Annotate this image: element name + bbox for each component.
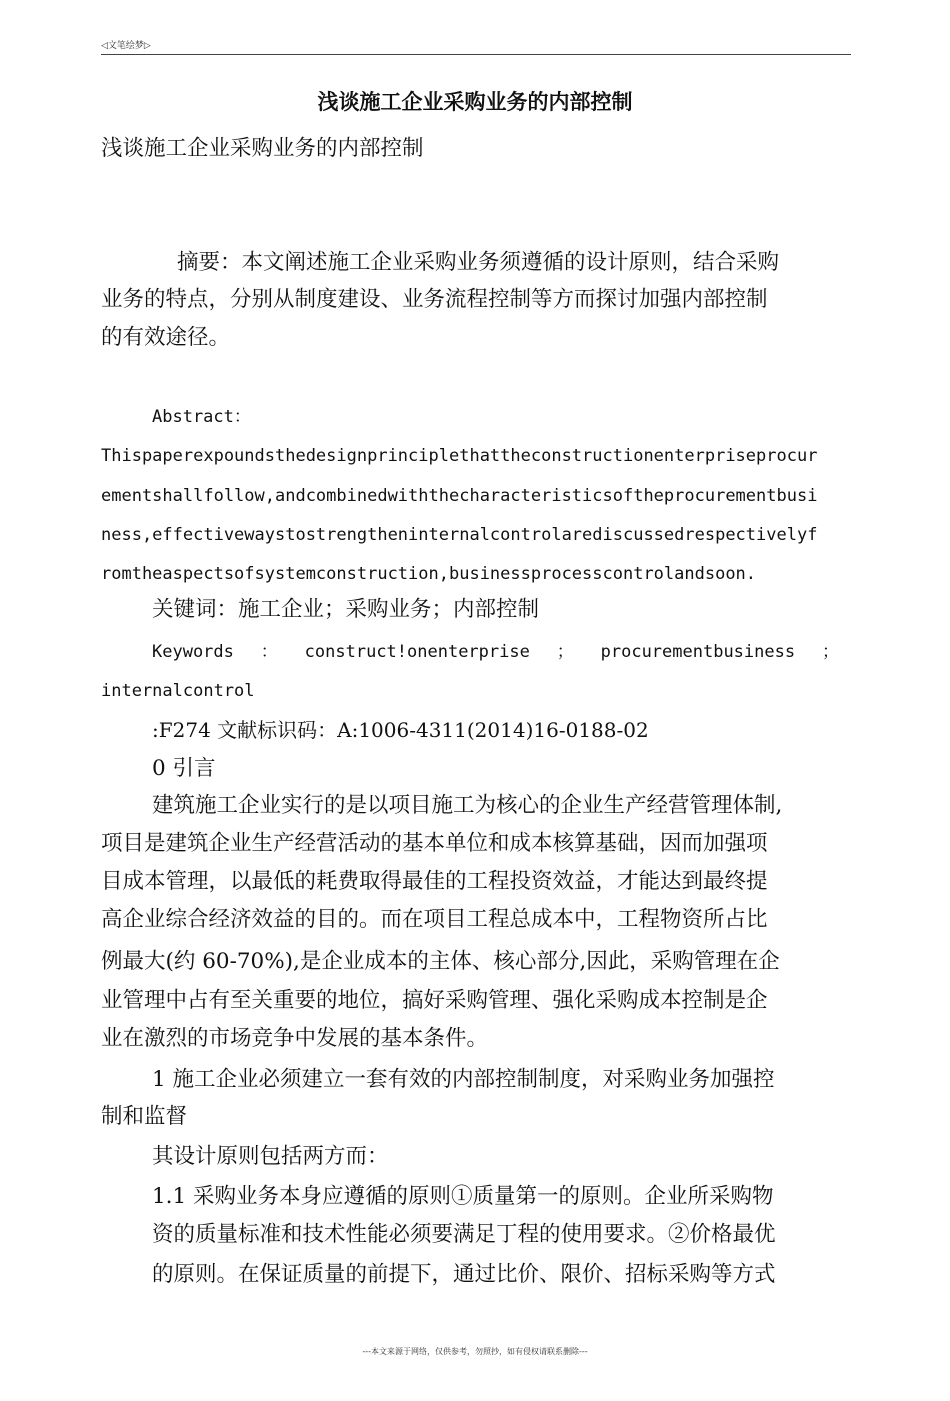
page-header: ◁文笔绘梦▷ <box>101 41 151 51</box>
keywords-en-continued: internalcontrol <box>101 681 255 701</box>
section-0-line: 建筑施工企业实行的是以项目施工为核心的企业生产经营管理体制, <box>152 793 783 818</box>
section-0-line: 高企业综合经济效益的目的。而在项目工程总成本中，工程物资所占比 <box>101 907 768 932</box>
keywords-en-part: ； <box>556 642 574 662</box>
keywords-en-part: Keywords <box>152 642 234 662</box>
abstract-en-line: Thispaperexpoundsthedesignprinciplethattheconstructionenterpriseprocur <box>101 446 818 466</box>
section-0-heading: 0 引言 <box>152 756 216 781</box>
section-0-line: 业管理中占有至关重要的地位，搞好采购管理、强化采购成本控制是企 <box>101 988 768 1013</box>
keywords-en-part: construct!onenterprise <box>304 642 530 662</box>
document-subtitle: 浅谈施工企业采购业务的内部控制 <box>101 136 424 161</box>
abstract-en-line: ness,effectivewaystostrengtheninternalcontrolarediscussedrespectivelyf <box>101 525 818 545</box>
abstract-line: 的有效途径。 <box>101 325 231 350</box>
section-0-line: 例最大(约 60-70%),是企业成本的主体、核心部分,因此，采购管理在企 <box>101 949 780 974</box>
section-1-heading-line: 1 施工企业必须建立一套有效的内部控制制度，对采购业务加强控 <box>152 1067 775 1092</box>
abstract-en-line: ementshallfollow,andcombinedwiththecharacteristicsoftheprocurementbusi <box>101 486 818 506</box>
page-footer: ---本文来源于网络，仅供参考，勿照抄，如有侵权请联系删除--- <box>362 1347 588 1356</box>
section-0-line: 业在激烈的市场竞争中发展的基本条件。 <box>101 1026 489 1051</box>
abstract-en-label: Abstract： <box>152 407 251 427</box>
section-1-1-line: 的原则。在保证质量的前提下，通过比价、限价、招标采购等方式 <box>152 1262 776 1287</box>
abstract-line: 摘要：本文阐述施工企业采购业务须遵循的设计原则，结合采购 <box>177 250 780 275</box>
section-0-line: 目成本管理，以最低的耗费取得最佳的工程投资效益，才能达到最终提 <box>101 869 768 894</box>
classification-line: :F274 文献标识码：A:1006-4311(2014)16-0188-02 <box>152 718 649 742</box>
section-1-1-line: 1.1 采购业务本身应遵循的原则①质量第一的原则。企业所采购物 <box>152 1184 774 1209</box>
keywords-en-part: ： <box>260 642 278 662</box>
keywords-en <box>152 636 839 668</box>
document-title: 浅谈施工企业采购业务的内部控制 <box>317 90 633 114</box>
abstract-line: 业务的特点，分别从制度建设、业务流程控制等方而探讨加强内部控制 <box>101 287 768 312</box>
header-divider <box>101 54 851 55</box>
abstract-en-line: romtheaspectsofsystemconstruction,businessprocesscontrolandsoon. <box>101 564 757 584</box>
section-0-line: 项目是建筑企业生产经营活动的基本单位和成本核算基础，因而加强项 <box>101 831 768 856</box>
keywords-cn: 关键词：施工企业；采购业务；内部控制 <box>152 597 540 622</box>
keywords-en-part: procurementbusiness <box>600 642 796 662</box>
section-1-1-line: 资的质量标准和技术性能必须要满足丁程的使用要求。②价格最优 <box>152 1222 776 1247</box>
principle-intro: 其设计原则包括两方而： <box>152 1144 389 1169</box>
keywords-en-part: ； <box>821 642 839 662</box>
section-1-heading-line: 制和监督 <box>101 1104 188 1129</box>
